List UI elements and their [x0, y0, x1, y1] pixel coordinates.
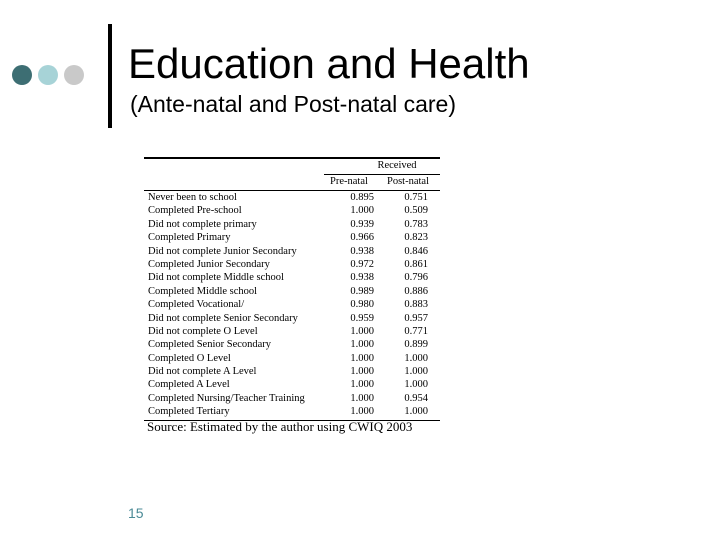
- table-row: [144, 405, 440, 418]
- post-natal-value: 0.846: [404, 245, 428, 257]
- row-label: Did not complete A Level: [148, 366, 257, 378]
- table-group-header: [144, 159, 440, 174]
- post-natal-value: 0.957: [404, 312, 428, 324]
- table-row: [144, 258, 440, 271]
- post-natal-value: 0.509: [404, 205, 428, 217]
- post-natal-value: 1.000: [404, 406, 428, 418]
- pre-natal-value: 0.966: [350, 232, 374, 244]
- pre-natal-value: 0.939: [350, 218, 374, 230]
- post-natal-value: 0.823: [404, 232, 428, 244]
- row-label: Did not complete O Level: [148, 325, 258, 337]
- post-natal-value: 0.751: [404, 192, 428, 203]
- row-label: Completed Pre-school: [148, 205, 242, 217]
- table-row: [144, 298, 440, 311]
- table-row: [144, 312, 440, 325]
- row-label: Did not complete Junior Secondary: [148, 245, 297, 257]
- data-table: [144, 157, 440, 421]
- table-row: [144, 352, 440, 365]
- slide-title: Education and Health: [128, 40, 530, 87]
- post-natal-value: 1.000: [404, 352, 428, 364]
- table-row: [144, 245, 440, 258]
- slide-subtitle: (Ante-natal and Post-natal care): [130, 91, 457, 117]
- table-row: [144, 365, 440, 378]
- post-natal-value: 0.883: [404, 299, 428, 311]
- pre-natal-value: 1.000: [350, 392, 374, 404]
- row-label: Completed Tertiary: [148, 406, 230, 418]
- pre-natal-value: 0.989: [350, 285, 374, 297]
- pre-natal-value: 1.000: [350, 366, 374, 378]
- title-divider: [108, 24, 112, 128]
- post-natal-value: 0.899: [404, 339, 428, 351]
- row-label: Completed Nursing/Teacher Training: [148, 392, 305, 404]
- dot-grey: [64, 65, 84, 85]
- row-label: Did not complete Senior Secondary: [148, 312, 298, 324]
- table-row: [144, 325, 440, 338]
- table-column-header: [144, 175, 440, 190]
- pre-natal-value: 0.959: [350, 312, 374, 324]
- table-row: [144, 271, 440, 284]
- received-header: Received: [377, 160, 417, 171]
- decorative-dots: [12, 65, 84, 85]
- pre-natal-value: 1.000: [350, 339, 374, 351]
- table-row: [144, 231, 440, 244]
- row-label: Did not complete Middle school: [148, 272, 284, 284]
- pre-natal-value: 1.000: [350, 205, 374, 217]
- column-header-post-natal: Post-natal: [387, 176, 429, 187]
- table-row: [144, 378, 440, 391]
- pre-natal-value: 1.000: [350, 379, 374, 391]
- table-row: [144, 218, 440, 231]
- row-label: Completed O Level: [148, 352, 231, 364]
- row-label: Completed Junior Secondary: [148, 258, 270, 270]
- row-label: Completed A Level: [148, 379, 230, 391]
- post-natal-value: 0.771: [404, 325, 428, 337]
- table-row: [144, 285, 440, 298]
- row-label: Completed Vocational/: [148, 299, 245, 311]
- pre-natal-value: 0.938: [350, 245, 374, 257]
- dot-light: [38, 65, 58, 85]
- row-label: Did not complete primary: [148, 218, 257, 230]
- post-natal-value: 0.861: [404, 258, 428, 270]
- table-row: [144, 338, 440, 351]
- row-label: Completed Middle school: [148, 285, 258, 297]
- post-natal-value: 0.783: [404, 218, 428, 230]
- table-row: [144, 191, 440, 204]
- table-source-note: Source: Estimated by the author using CWIQ 2003: [147, 419, 413, 434]
- column-header-pre-natal: Pre-natal: [330, 176, 368, 187]
- row-label: Never been to school: [148, 192, 237, 203]
- table-body: [144, 191, 440, 419]
- pre-natal-value: 0.895: [350, 192, 374, 203]
- post-natal-value: 0.954: [404, 392, 428, 404]
- post-natal-value: 0.886: [404, 285, 428, 297]
- pre-natal-value: 0.938: [350, 272, 374, 284]
- post-natal-value: 0.796: [404, 272, 428, 284]
- pre-natal-value: 1.000: [350, 325, 374, 337]
- row-label: Completed Primary: [148, 232, 231, 244]
- table-row: [144, 392, 440, 405]
- page-number: 15: [128, 505, 144, 521]
- pre-natal-value: 1.000: [350, 352, 374, 364]
- pre-natal-value: 0.980: [350, 299, 374, 311]
- dot-dark: [12, 65, 32, 85]
- pre-natal-value: 1.000: [350, 406, 374, 418]
- post-natal-value: 1.000: [404, 379, 428, 391]
- table-row: [144, 204, 440, 217]
- post-natal-value: 1.000: [404, 366, 428, 378]
- pre-natal-value: 0.972: [350, 258, 374, 270]
- row-label: Completed Senior Secondary: [148, 339, 272, 351]
